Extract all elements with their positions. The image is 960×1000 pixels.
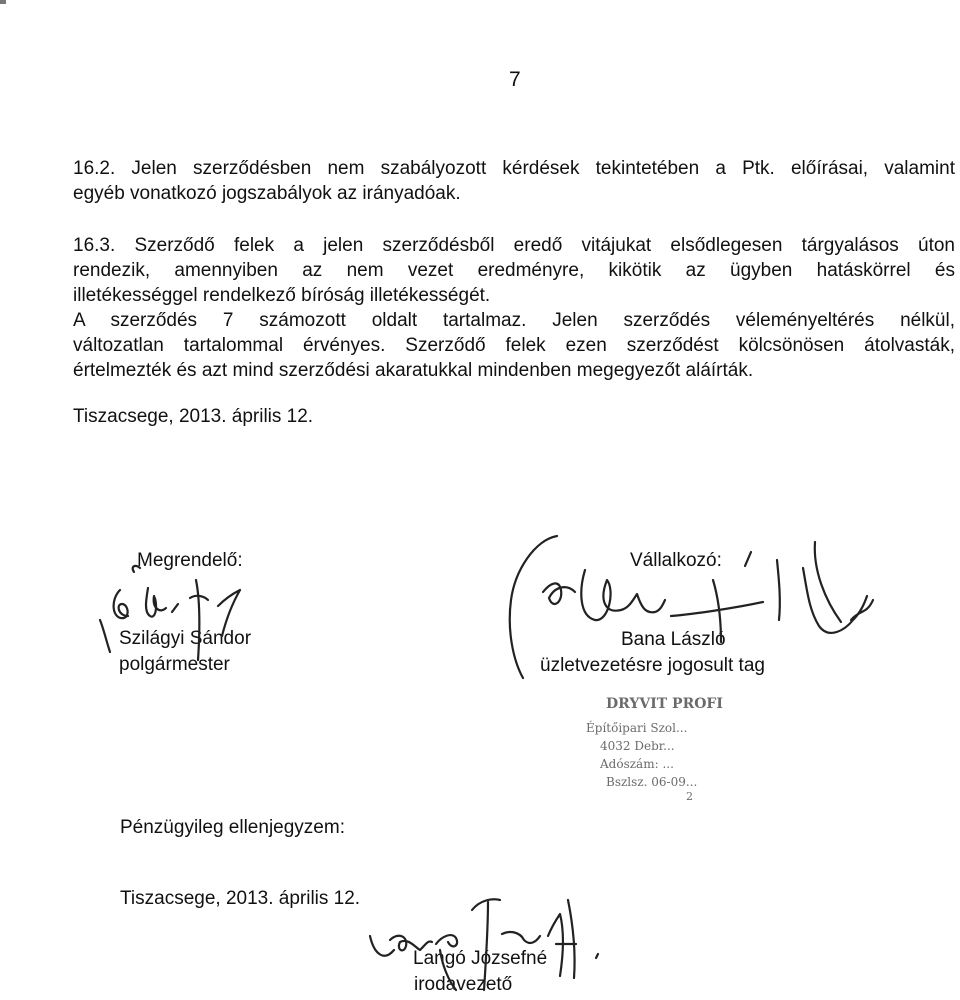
paragraph-16-3 [73, 233, 955, 383]
text-line: 16.3. Szerződő felek a jelen szerződésből eredő vitájukat elsődlegesen tárgyalásos úton [73, 235, 955, 256]
customer-signature [100, 560, 300, 670]
stamp-line: 2 [686, 790, 693, 803]
stamp-line: Bszlsz. 06-09... [606, 775, 698, 789]
text-line: értelmezték és azt mind szerződési akaratukkal mindenben megegyezőt aláírták. [73, 360, 754, 381]
scan-artifact [0, 0, 6, 4]
text-line: változatlan tartalommal érvényes. Szerződő felek ezen szerződést kölcsönösen átolvasták, [73, 335, 955, 356]
contractor-title: üzletvezetésre jogosult tag [540, 655, 765, 676]
company-stamp [586, 694, 796, 804]
financial-signature [360, 880, 620, 1000]
customer-name: Szilágyi Sándor [119, 628, 252, 649]
customer-role: Megrendelő: [137, 550, 243, 571]
text-line: egyéb vonatkozó jogszabályok az irányadóak. [73, 183, 461, 204]
signing-date: Tiszacsege, 2013. április 12. [73, 406, 314, 427]
contractor-signature [495, 530, 895, 690]
text-line: rendezik, amennyiben az nem vezet eredményre, kikötik az ügyben hatáskörrel és [73, 260, 955, 281]
paragraph-16-2 [73, 156, 955, 206]
contractor-role: Vállalkozó: [630, 550, 722, 571]
page-number: 7 [509, 68, 521, 91]
financial-date: Tiszacsege, 2013. április 12. [120, 888, 361, 909]
contractor-name: Bana László [621, 629, 726, 650]
financial-label: Pénzügyileg ellenjegyzem: [120, 817, 345, 838]
stamp-line: 4032 Debr... [600, 739, 675, 753]
stamp-line: Építőipari Szol... [586, 721, 688, 735]
text-line: illetékességgel rendelkező bíróság illetékességét. [73, 285, 491, 306]
customer-title: polgármester [119, 654, 230, 675]
text-line: A szerződés 7 számozott oldalt tartalmaz. Jelen szerződés véleményeltérés nélkül, [73, 310, 955, 331]
financial-title: irodavezető [414, 974, 513, 995]
stamp-line: Adószám: ... [600, 757, 674, 771]
financial-name: Langó Józsefné [413, 948, 548, 969]
text-line: 16.2. Jelen szerződésben nem szabályozott kérdések tekintetében a Ptk. előírásai, valamint [73, 158, 955, 179]
stamp-line: DRYVIT PROFI [606, 696, 723, 712]
